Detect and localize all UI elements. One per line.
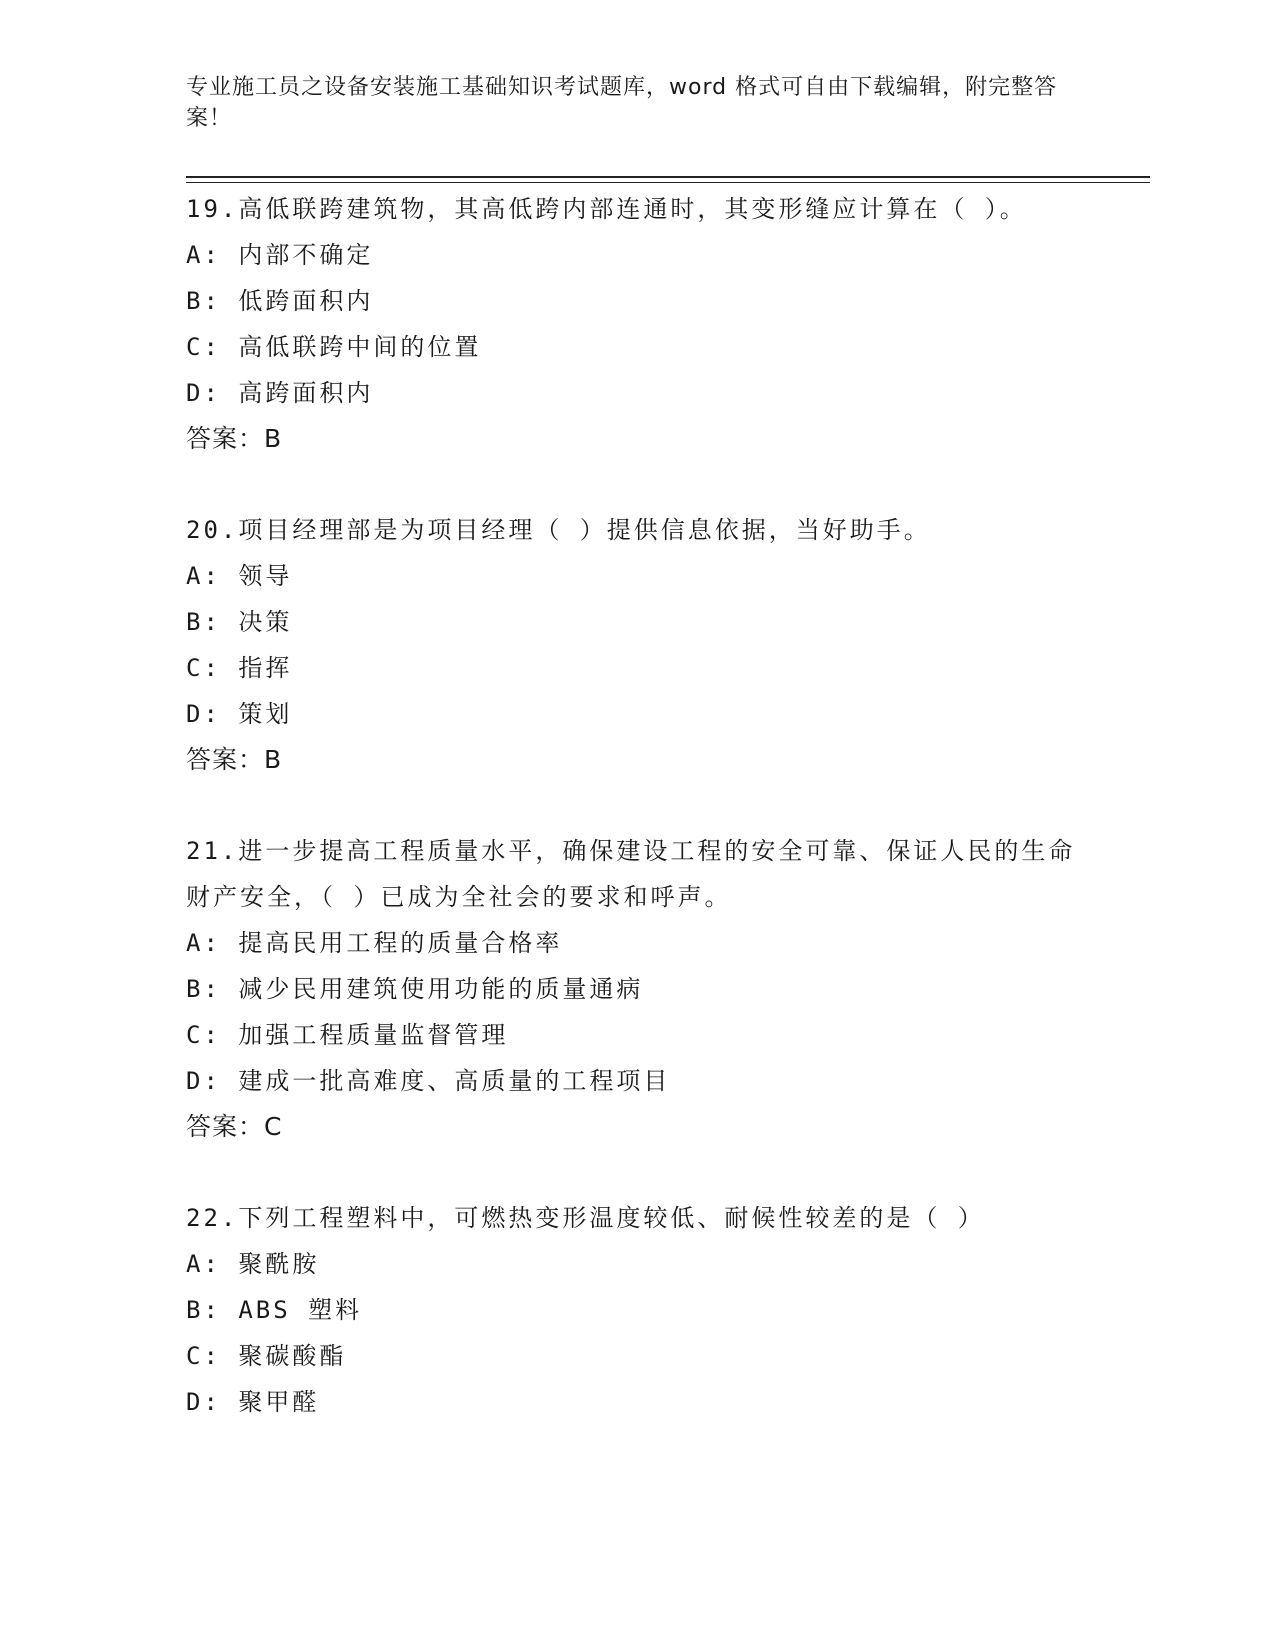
question-stem: 19.高低联跨建筑物，其高低跨内部连通时，其变形缝应计算在（ ）。 <box>186 195 1027 223</box>
option-c: C: 指挥 <box>186 654 293 682</box>
question-19 <box>186 186 1086 462</box>
question-20 <box>186 507 1086 783</box>
option-b: B: ABS 塑料 <box>186 1296 363 1324</box>
question-spacer <box>186 462 1086 507</box>
option-b: B: 减少民用建筑使用功能的质量通病 <box>186 975 644 1003</box>
question-stem: 21.进一步提高工程质量水平，确保建设工程的安全可靠、保证人民的生命财产安全，（ ）已成为全社会的要求和呼声。 <box>186 837 1076 911</box>
question-stem: 22.下列工程塑料中，可燃热变形温度较低、耐候性较差的是（ ） <box>186 1204 985 1232</box>
option-a: A: 内部不确定 <box>186 241 374 269</box>
option-d: D: 聚甲醛 <box>186 1388 320 1416</box>
document-header: 专业施工员之设备安装施工基础知识考试题库，word 格式可自由下载编辑，附完整答案！ <box>186 75 1058 131</box>
option-b: B: 决策 <box>186 608 293 636</box>
question-21 <box>186 828 1086 1150</box>
option-a: A: 聚酰胺 <box>186 1250 320 1278</box>
option-b: B: 低跨面积内 <box>186 287 374 315</box>
question-22 <box>186 1195 1086 1425</box>
question-list <box>186 186 1086 1425</box>
option-d: D: 建成一批高难度、高质量的工程项目 <box>186 1067 671 1095</box>
option-d: D: 高跨面积内 <box>186 379 374 407</box>
option-a: A: 提高民用工程的质量合格率 <box>186 929 563 957</box>
option-c: C: 聚碳酸酯 <box>186 1342 347 1370</box>
option-c: C: 高低联跨中间的位置 <box>186 333 482 361</box>
option-d: D: 策划 <box>186 700 293 728</box>
answer: 答案：B <box>186 424 283 453</box>
header-divider-thin <box>186 182 1150 183</box>
question-spacer <box>186 1150 1086 1195</box>
answer: 答案：C <box>186 1112 283 1141</box>
question-spacer <box>186 783 1086 828</box>
option-a: A: 领导 <box>186 562 293 590</box>
header-divider-thick <box>186 176 1150 178</box>
question-stem: 20.项目经理部是为项目经理（ ）提供信息依据，当好助手。 <box>186 516 931 544</box>
answer: 答案：B <box>186 745 283 774</box>
option-c: C: 加强工程质量监督管理 <box>186 1021 509 1049</box>
